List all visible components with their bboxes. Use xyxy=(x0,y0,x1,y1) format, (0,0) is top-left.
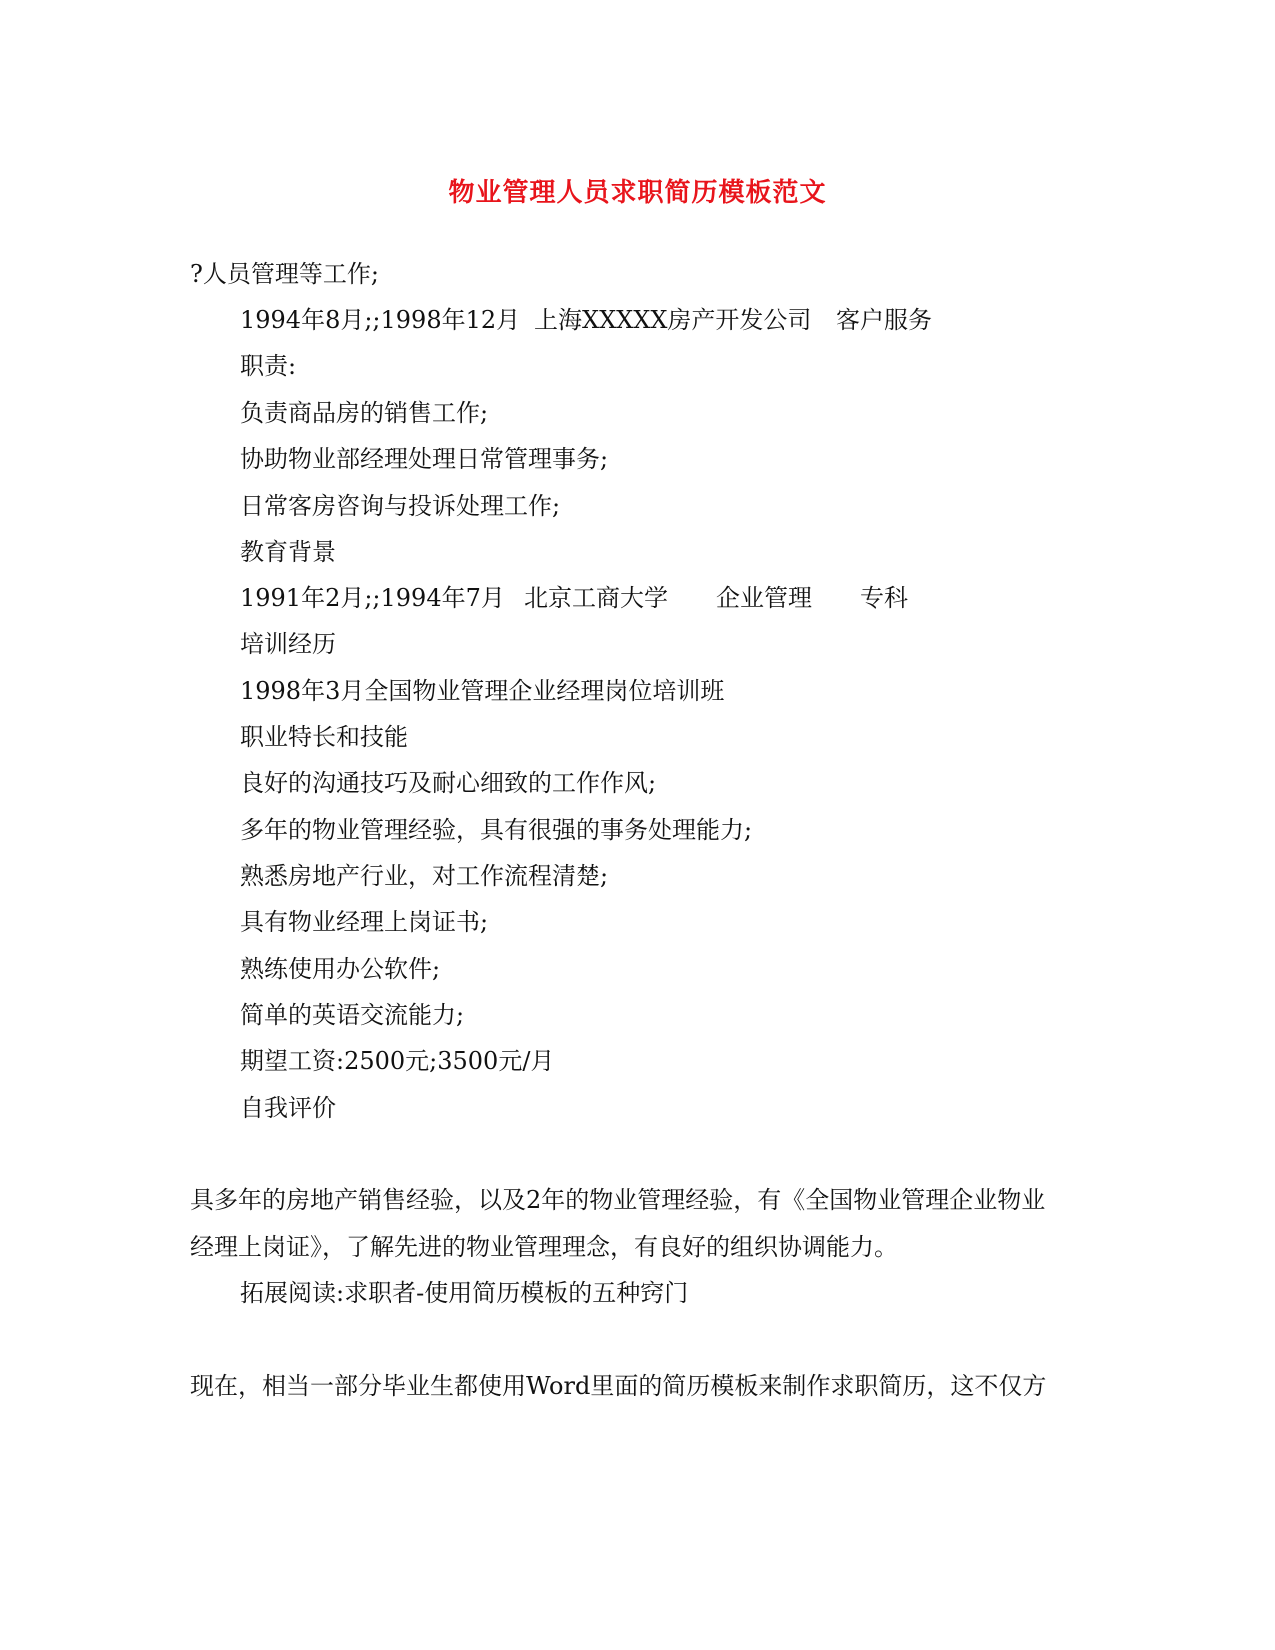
skills-heading: 职业特长和技能 xyxy=(240,723,408,751)
skill-item: 熟悉房地产行业，对工作流程清楚; xyxy=(240,862,609,890)
duty-item: 协助物业部经理处理日常管理事务; xyxy=(240,445,609,473)
work-period: 1994年8月;;1998年12月 xyxy=(240,306,521,334)
extended-paragraph: 现在，相当一部分毕业生都使用Word里面的简历模板来制作求职简历，这不仅方 xyxy=(190,1372,1047,1400)
skill-item: 多年的物业管理经验，具有很强的事务处理能力; xyxy=(240,816,753,844)
self-eval-heading: 自我评价 xyxy=(240,1094,336,1122)
skill-item: 简单的英语交流能力; xyxy=(240,1001,465,1029)
self-eval-line: 经理上岗证》，了解先进的物业管理理念，有良好的组织协调能力。 xyxy=(190,1233,898,1261)
document-title: 物业管理人员求职简历模板范文 xyxy=(448,178,827,208)
intro-line: ?人员管理等工作; xyxy=(190,260,379,288)
self-eval-line: 具多年的房地产销售经验，以及2年的物业管理经验，有《全国物业管理企业物业 xyxy=(190,1186,1046,1214)
training-item: 1998年3月全国物业管理企业经理岗位培训班 xyxy=(240,677,725,705)
skill-item: 熟练使用办公软件; xyxy=(240,955,441,983)
education-school: 北京工商大学 xyxy=(524,584,668,612)
education-heading: 教育背景 xyxy=(240,538,336,566)
extended-reading-line: 拓展阅读:求职者-使用简历模板的五种窍门 xyxy=(240,1279,689,1307)
education-degree: 专科 xyxy=(860,584,908,612)
training-heading: 培训经历 xyxy=(240,630,336,658)
skill-item: 良好的沟通技巧及耐心细致的工作作风; xyxy=(240,769,657,797)
salary-line: 期望工资:2500元;3500元/月 xyxy=(240,1047,555,1075)
duty-item: 负责商品房的销售工作; xyxy=(240,399,489,427)
duties-heading: 职责: xyxy=(240,352,297,380)
education-major: 企业管理 xyxy=(716,584,812,612)
duty-item: 日常客房咨询与投诉处理工作; xyxy=(240,492,561,520)
work-position: 客户服务 xyxy=(836,306,932,334)
education-period: 1991年2月;;1994年7月 xyxy=(240,584,505,612)
work-company: 上海XXXXX房产开发公司 xyxy=(534,306,812,334)
skill-item: 具有物业经理上岗证书; xyxy=(240,908,489,936)
